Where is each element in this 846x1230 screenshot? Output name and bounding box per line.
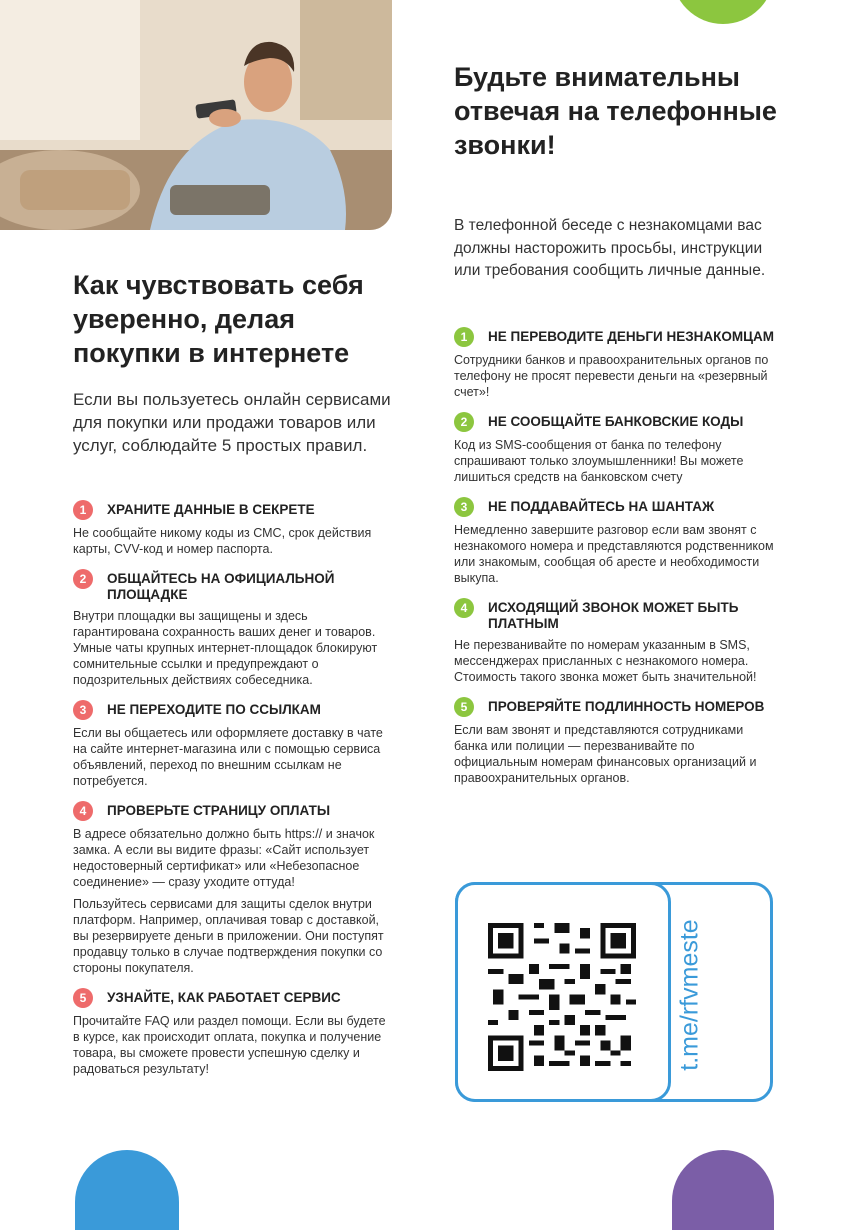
qr-code-icon[interactable] bbox=[488, 923, 636, 1071]
rule-title: ПРОВЕРЯЙТЕ ПОДЛИННОСТЬ НОМЕРОВ bbox=[488, 699, 765, 714]
left-rule-3 bbox=[73, 700, 393, 789]
rule-number-badge: 3 bbox=[454, 497, 474, 517]
rule-text: Немедленно завершите разговор если вам звонят с незнакомого номера и представляются родственником или знакомым, сообщая об аресте и необходимости выкупа. bbox=[454, 523, 774, 585]
rule-number-badge: 1 bbox=[73, 500, 93, 520]
rule-number-badge: 2 bbox=[73, 569, 93, 589]
rule-title: НЕ ПОДДАВАЙТЕСЬ НА ШАНТАЖ bbox=[488, 499, 715, 514]
right-rule-4 bbox=[454, 598, 774, 685]
rule-title: ПРОВЕРЬТЕ СТРАНИЦУ ОПЛАТЫ bbox=[107, 803, 331, 818]
rule-text: Если вы общаетесь или оформляете доставку в чате на сайте интернет-магазина или с помощью сервиса объявлений, переход по внешним ссылкам не потребуется. bbox=[73, 726, 383, 788]
rule-title: НЕ ПЕРЕХОДИТЕ ПО ССЫЛКАМ bbox=[107, 702, 321, 717]
rule-text-extra: Пользуйтесь сервисами для защиты сделок внутри платформ. Например, оплачивая товар с доставкой, вы резервируете деньги в приложении. Они поступят продавцу только в случае подтверждения покупки со стороны покупателя. bbox=[73, 897, 384, 975]
rule-text: Прочитайте FAQ или раздел помощи. Если вы будете в курсе, как происходит оплата, покупка и получение товара, вы сможете провести успешную сделку и радоваться результату! bbox=[73, 1014, 386, 1076]
rule-number-badge: 2 bbox=[454, 412, 474, 432]
qr-card bbox=[455, 882, 773, 1102]
rule-title: УЗНАЙТЕ, КАК РАБОТАЕТ СЕРВИС bbox=[107, 990, 341, 1005]
qr-code-frame bbox=[455, 882, 671, 1102]
decor-circle-green bbox=[672, 0, 774, 24]
telegram-link[interactable]: t.me/rfvmeste bbox=[675, 919, 704, 1071]
decor-circle-blue bbox=[75, 1150, 179, 1230]
rule-title: ХРАНИТЕ ДАННЫЕ В СЕКРЕТЕ bbox=[107, 502, 315, 517]
right-rule-2 bbox=[454, 412, 774, 485]
left-rule-5 bbox=[73, 988, 393, 1077]
rule-title: ОБЩАЙТЕСЬ НА ОФИЦИАЛЬНОЙ ПЛОЩАДКЕ bbox=[107, 571, 335, 602]
rule-number-badge: 5 bbox=[73, 988, 93, 1008]
rule-number-badge: 4 bbox=[454, 598, 474, 618]
right-rule-3 bbox=[454, 497, 774, 586]
decor-circle-purple bbox=[672, 1150, 774, 1230]
left-title: Как чувствовать себя уверенно, делая покупки в интернете bbox=[73, 270, 364, 368]
rule-text: Код из SMS-сообщения от банка по телефону спрашивают только злоумышленники! Вы можете лишиться средств на банковском счету bbox=[454, 438, 744, 484]
left-rule-4 bbox=[73, 801, 393, 976]
right-intro: В телефонной беседе с незнакомцами вас должны насторожить просьбы, инструкции или требования сообщить личные данные. bbox=[454, 217, 766, 279]
left-intro: Если вы пользуетесь онлайн сервисами для покупки или продажи товаров или услуг, соблюдайте 5 простых правил. bbox=[73, 390, 391, 455]
left-rules-list bbox=[73, 500, 393, 1089]
right-title: Будьте внимательны отвечая на телефонные звонки! bbox=[454, 62, 777, 160]
rule-title: НЕ СООБЩАЙТЕ БАНКОВСКИЕ КОДЫ bbox=[488, 414, 744, 429]
left-rule-2 bbox=[73, 569, 393, 688]
rule-number-badge: 1 bbox=[454, 327, 474, 347]
rule-text: Сотрудники банков и правоохранительных органов по телефону не просят перевести деньги на «резервный счет»! bbox=[454, 353, 769, 399]
right-rule-1 bbox=[454, 327, 774, 400]
right-rules-list bbox=[454, 327, 774, 798]
rule-text: Не перезванивайте по номерам указанным в SMS, мессенджерах присланных с незнакомого номера. Стоимость такого звонка может быть значительной! bbox=[454, 638, 757, 684]
rule-title: НЕ ПЕРЕВОДИТЕ ДЕНЬГИ НЕЗНАКОМЦАМ bbox=[488, 329, 775, 344]
photo-man-with-phone bbox=[0, 0, 392, 230]
rule-text: Внутри площадки вы защищены и здесь гарантирована сохранность ваших денег и товаров. Умные чаты крупных интернет-площадок блокируют сомнительные ссылки и предупреждают о подозрительных действиях собеседника. bbox=[73, 609, 378, 687]
rule-title: ИСХОДЯЩИЙ ЗВОНОК МОЖЕТ БЫТЬ ПЛАТНЫМ bbox=[488, 600, 739, 631]
rule-text: В адресе обязательно должно быть https:// и значок замка. А если вы видите фразы: «Сайт использует недостоверный сертификат» или «Небезопасное соединение» — сразу уходите оттуда! bbox=[73, 827, 375, 889]
rule-number-badge: 5 bbox=[454, 697, 474, 717]
rule-number-badge: 4 bbox=[73, 801, 93, 821]
rule-text: Не сообщайте никому коды из СМС, срок действия карты, CVV-код и номер паспорта. bbox=[73, 526, 372, 556]
rule-text: Если вам звонят и представляются сотрудниками банка или полиции — перезванивайте по официальным номерам финансовых организаций и правоохранительных органов. bbox=[454, 723, 757, 785]
right-rule-5 bbox=[454, 697, 774, 786]
rule-number-badge: 3 bbox=[73, 700, 93, 720]
left-rule-1 bbox=[73, 500, 393, 557]
